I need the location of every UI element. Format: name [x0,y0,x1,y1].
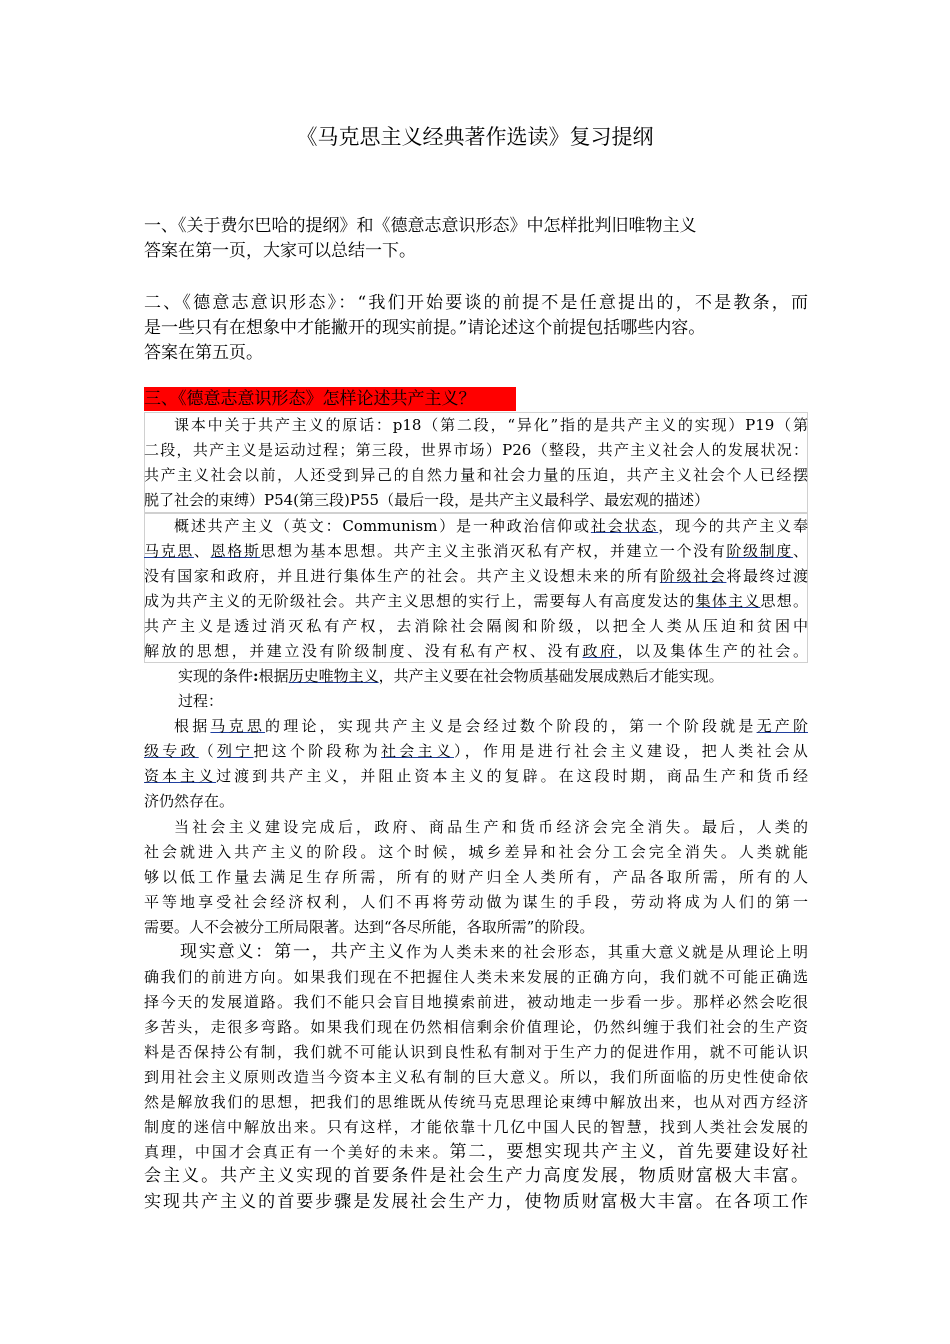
significance-line: 多苦头，走很多弯路。如果我们现在仍然相信剩余价值理论，仍然纠缠于我们社会的生产资 [144,1018,808,1036]
significance-line: 现实意义：第一，共产主义作为人类未来的社会形态，其重大意义就是从理论上明 [180,942,808,962]
stage-line: 当社会主义建设完成后，政府、商品生产和货币经济会完全消失。最后，人类的 [174,818,808,836]
significance-line: 会主义。共产主义实现的首要条件是社会生产力高度发展，物质财富极大丰富。 [144,1166,808,1186]
question-1: 一、《关于费尔巴哈的提纲》和《德意志意识形态》中怎样批判旧唯物主义 [144,216,697,236]
original-text-line: 课本中关于共产主义的原话：p18（第二段，“异化”指的是共产主义的实现）P19（第 [174,416,808,434]
page-title: 《马克思主义经典著作选读》复习提纲 [296,125,654,149]
link-lenin[interactable]: 列宁 [216,742,254,760]
link-proletarian-dictatorship[interactable]: 无产阶 [756,717,808,735]
link-engels[interactable]: 恩格斯 [210,542,261,560]
overview-line: 没有国家和政府，并且进行集体生产的社会。共产主义设想未来的所有阶级社会将最终过渡 [144,567,808,585]
answer-1: 答案在第一页，大家可以总结一下。 [144,241,416,261]
process-line: 级专政（列宁把这个阶段称为社会主义），作用是进行社会主义建设，把人类社会从 [144,742,808,760]
link-collectivism[interactable]: 集体主义 [695,592,761,610]
stage-line: 需要。人不会被分工所局限著。达到“各尽所能，各取所需”的阶段。 [144,918,595,936]
answer-2: 答案在第五页。 [144,343,263,363]
process-label: 过程： [178,692,224,710]
overview-line: 成为共产主义的无阶级社会。共产主义思想的实行上，需要每人有高度发达的集体主义思想。 [144,592,808,610]
condition-line: 实现的条件:根据历史唯物主义，共产主义要在社会物质基础发展成熟后才能实现。 [178,667,724,685]
link-social-state[interactable]: 社会状态 [590,517,659,535]
overview-line: 概述共产主义（英文：Communism）是一种政治信仰或社会状态，现今的共产主义奉 [174,517,808,535]
link-marx[interactable]: 马克思 [144,542,194,560]
significance-line: 料是否保持公有制，我们就不可能认识到良性私有制对于生产力的促进作用，就不可能认识 [144,1043,808,1061]
question-2-line-2: 是一些只有在想象中才能撇开的现实前提。”请论述这个前提包括哪些内容。 [144,318,706,338]
process-line: 根据马克思的理论，实现共产主义是会经过数个阶段的，第一个阶段就是无产阶 [174,717,808,735]
significance-line: 制度的迷信中解放出来。只有这样，才能依靠十几亿中国人民的智慧，找到人类社会发展的 [144,1118,808,1136]
stage-line: 平等地享受社会经济权利，人们不再将劳动做为谋生的手段，劳动将成为人们的第一 [144,893,808,911]
question-2-line-1: 二、《德意志意识形态》：“我们开始要谈的前提不是任意提出的，不是教条，而 [144,293,808,313]
link-marx[interactable]: 马克思 [210,717,266,735]
significance-line: 然是解放我们的思想，把我们的思维既从传统马克思理论束缚中解放出来，也从对西方经济 [144,1093,808,1111]
link-class-society[interactable]: 阶级社会 [659,567,727,585]
significance-line: 实现共产主义的首要步骤是发展社会生产力，使物质财富极大丰富。在各项工作 [144,1192,808,1212]
process-line: 资本主义过渡到共产主义，并阻止资本主义的复辟。在这段时期，商品生产和货币经 [144,767,808,785]
link-class-system[interactable]: 阶级制度 [726,542,793,560]
original-text-line: 脱了社会的束缚）P54(第三段)P55（最后一段，是共产主义最科学、最宏观的描述） [144,491,710,509]
overview-line: 共产主义是透过消灭私有产权，去消除社会隔阂和阶级，以把全人类从压迫和贫困中 [144,617,808,635]
link-government[interactable]: 政府 [582,642,618,660]
link-historical-materialism[interactable]: 历史唯物主义 [288,667,379,685]
overview-line: 解放的思想，并建立没有阶级制度、没有私有产权、没有政府，以及集体生产的社会。 [144,642,808,660]
original-text-line: 二段，共产主义是运动过程；第三段，世界市场）P26（整段，共产主义社会人的发展状况： [144,441,808,459]
link-proletarian-dictatorship[interactable]: 级专政 [144,742,199,760]
significance-line: 确我们的前进方向。如果我们现在不把握住人类未来发展的正确方向，我们就不可能正确选 [144,968,808,986]
link-capitalism[interactable]: 资本主义 [144,767,217,785]
process-line: 济仍然存在。 [144,792,235,810]
significance-line: 真理，中国才会真正有一个美好的未来。第二，要想实现共产主义，首先要建设好社 [144,1142,808,1162]
link-socialism[interactable]: 社会主义 [381,742,454,760]
stage-line: 够以低工作量去满足生存所需，所有的财产归全人类所有，产品各取所需，所有的人 [144,868,808,886]
question-3-heading: 三、《德意志意识形态》怎样论述共产主义？ [144,387,516,411]
overview-line: 马克思、恩格斯思想为基本思想。共产主义主张消灭私有产权，并建立一个没有阶级制度、 [144,542,808,560]
significance-line: 择今天的发展道路。我们不能只会盲目地摸索前进，被动地走一步看一步。那样必然会吃很 [144,993,808,1011]
stage-line: 社会就进入共产主义的阶段。这个时候，城乡差异和社会分工会完全消失。人类就能 [144,843,808,861]
significance-line: 到用社会主义原则改造当今资本主义私有制的巨大意义。所以，我们所面临的历史性使命依 [144,1068,808,1086]
original-text-line: 共产主义社会以前，人还受到异己的自然力量和社会力量的压迫，共产主义社会个人已经摆 [144,466,808,484]
